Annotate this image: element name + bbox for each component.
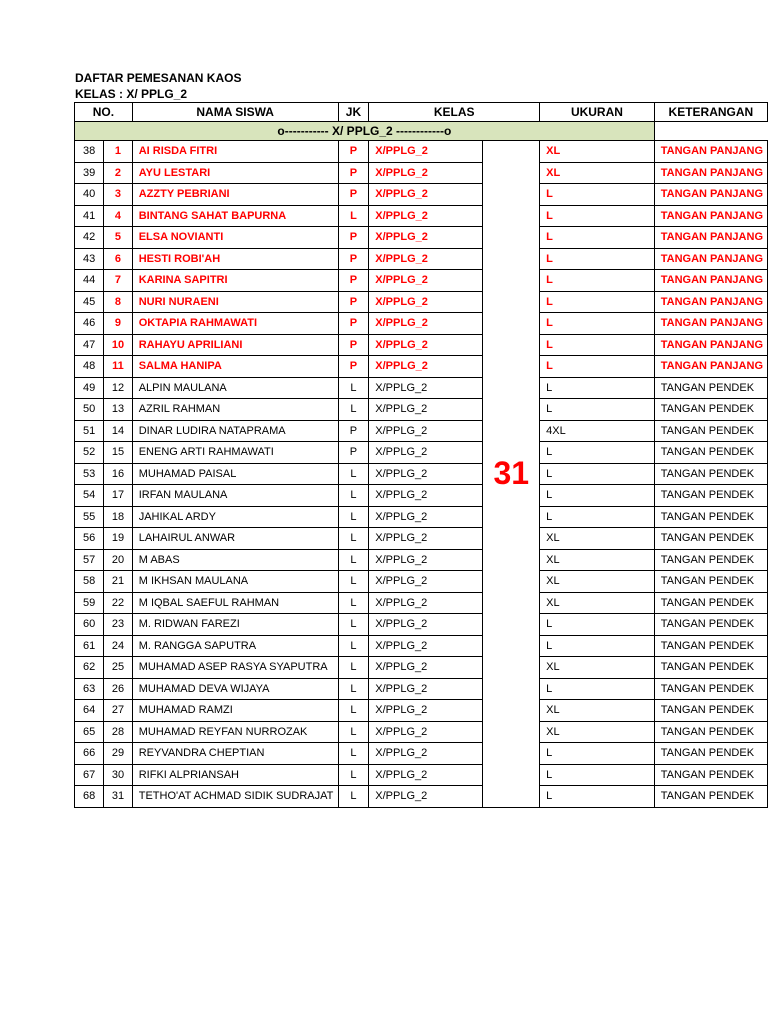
sleeve-note: TANGAN PENDEK [654,764,767,786]
student-name: MUHAMAD REYFAN NURROZAK [132,721,338,743]
row-index: 61 [75,635,104,657]
row-number: 30 [104,764,132,786]
gender: P [338,162,369,184]
sleeve-note: TANGAN PANJANG [654,356,767,378]
size: L [540,313,655,335]
size: L [540,205,655,227]
table-row [75,743,768,765]
size: L [540,786,655,808]
gender: L [338,463,369,485]
table-row [75,420,768,442]
student-name: ALPIN MAULANA [132,377,338,399]
row-index: 52 [75,442,104,464]
row-number: 13 [104,399,132,421]
size: XL [540,571,655,593]
gender: L [338,635,369,657]
row-index: 59 [75,592,104,614]
row-index: 41 [75,205,104,227]
size: L [540,463,655,485]
col-header-kelas: KELAS [369,103,540,122]
gender: L [338,764,369,786]
gender: P [338,313,369,335]
gender: P [338,334,369,356]
student-name: ELSA NOVIANTI [132,227,338,249]
col-header-keterangan: KETERANGAN [654,103,767,122]
size: L [540,248,655,270]
student-name: TETHO'AT ACHMAD SIDIK SUDRAJAT [132,786,338,808]
class: X/PPLG_2 [369,614,483,636]
sleeve-note: TANGAN PENDEK [654,528,767,550]
class: X/PPLG_2 [369,162,483,184]
table-row [75,184,768,206]
row-number: 29 [104,743,132,765]
row-number: 7 [104,270,132,292]
sleeve-note: TANGAN PANJANG [654,205,767,227]
row-number: 5 [104,227,132,249]
class: X/PPLG_2 [369,356,483,378]
row-index: 54 [75,485,104,507]
row-index: 45 [75,291,104,313]
student-name: SALMA HANIPA [132,356,338,378]
class: X/PPLG_2 [369,506,483,528]
class: X/PPLG_2 [369,571,483,593]
class: X/PPLG_2 [369,635,483,657]
row-index: 60 [75,614,104,636]
sleeve-note: TANGAN PANJANG [654,184,767,206]
class: X/PPLG_2 [369,700,483,722]
table-row [75,549,768,571]
row-number: 9 [104,313,132,335]
order-table [74,102,768,808]
gender: P [338,141,369,163]
gender: P [338,270,369,292]
row-number: 16 [104,463,132,485]
student-name: MUHAMAD PAISAL [132,463,338,485]
table-row [75,313,768,335]
row-number: 28 [104,721,132,743]
row-number: 23 [104,614,132,636]
gender: L [338,528,369,550]
table-row [75,463,768,485]
row-index: 50 [75,399,104,421]
gender: P [338,420,369,442]
row-number: 3 [104,184,132,206]
sleeve-note: TANGAN PENDEK [654,700,767,722]
class-label: KELAS : X/ PPLG_2 [75,87,188,101]
size: L [540,743,655,765]
row-number: 11 [104,356,132,378]
sleeve-note: TANGAN PENDEK [654,635,767,657]
gender: L [338,614,369,636]
sleeve-note: TANGAN PENDEK [654,721,767,743]
gender: L [338,786,369,808]
row-number: 2 [104,162,132,184]
row-number: 27 [104,700,132,722]
class: X/PPLG_2 [369,313,483,335]
size: XL [540,657,655,679]
row-index: 49 [75,377,104,399]
sleeve-note: TANGAN PENDEK [654,678,767,700]
class: X/PPLG_2 [369,485,483,507]
sleeve-note: TANGAN PENDEK [654,442,767,464]
student-name: LAHAIRUL ANWAR [132,528,338,550]
row-index: 62 [75,657,104,679]
row-number: 6 [104,248,132,270]
sleeve-note: TANGAN PANJANG [654,313,767,335]
sleeve-note: TANGAN PANJANG [654,162,767,184]
gender: P [338,248,369,270]
size: L [540,270,655,292]
table-row [75,786,768,808]
gender: L [338,700,369,722]
gender: P [338,184,369,206]
student-name: BINTANG SAHAT BAPURNA [132,205,338,227]
row-number: 19 [104,528,132,550]
student-name: M IQBAL SAEFUL RAHMAN [132,592,338,614]
student-name: JAHIKAL ARDY [132,506,338,528]
group-label: o----------- X/ PPLG_2 ------------o [75,122,655,141]
class: X/PPLG_2 [369,334,483,356]
class: X/PPLG_2 [369,205,483,227]
row-index: 57 [75,549,104,571]
table-row [75,571,768,593]
student-name: RIFKI ALPRIANSAH [132,764,338,786]
document-title: DAFTAR PEMESANAN KAOS [75,71,242,85]
size: L [540,184,655,206]
size: L [540,377,655,399]
row-number: 31 [104,786,132,808]
row-number: 22 [104,592,132,614]
gender: L [338,743,369,765]
row-number: 14 [104,420,132,442]
total-count: 31 [483,141,540,808]
col-header-ukuran: UKURAN [540,103,655,122]
sleeve-note: TANGAN PENDEK [654,463,767,485]
size: L [540,291,655,313]
gender: L [338,549,369,571]
row-index: 44 [75,270,104,292]
row-number: 21 [104,571,132,593]
row-index: 51 [75,420,104,442]
row-index: 46 [75,313,104,335]
row-number: 10 [104,334,132,356]
student-name: AI RISDA FITRI [132,141,338,163]
student-name: M. RANGGA SAPUTRA [132,635,338,657]
class: X/PPLG_2 [369,592,483,614]
student-name: M. RIDWAN FAREZI [132,614,338,636]
table-row [75,592,768,614]
sleeve-note: TANGAN PANJANG [654,270,767,292]
table-row [75,485,768,507]
table-row [75,635,768,657]
gender: P [338,227,369,249]
table-row [75,721,768,743]
sleeve-note: TANGAN PENDEK [654,657,767,679]
class: X/PPLG_2 [369,141,483,163]
sleeve-note: TANGAN PANJANG [654,334,767,356]
row-index: 43 [75,248,104,270]
gender: L [338,205,369,227]
gender: L [338,571,369,593]
class: X/PPLG_2 [369,248,483,270]
size: L [540,227,655,249]
gender: L [338,721,369,743]
class: X/PPLG_2 [369,442,483,464]
size: XL [540,721,655,743]
row-number: 15 [104,442,132,464]
sleeve-note: TANGAN PENDEK [654,485,767,507]
size: L [540,399,655,421]
student-name: OKTAPIA RAHMAWATI [132,313,338,335]
size: L [540,506,655,528]
class: X/PPLG_2 [369,399,483,421]
class: X/PPLG_2 [369,377,483,399]
class: X/PPLG_2 [369,743,483,765]
class: X/PPLG_2 [369,184,483,206]
sleeve-note: TANGAN PENDEK [654,399,767,421]
gender: L [338,399,369,421]
student-name: REYVANDRA CHEPTIAN [132,743,338,765]
table-row [75,614,768,636]
table-row [75,291,768,313]
table-row [75,506,768,528]
row-index: 39 [75,162,104,184]
size: L [540,485,655,507]
gender: P [338,291,369,313]
sleeve-note: TANGAN PENDEK [654,743,767,765]
gender: L [338,485,369,507]
table-row [75,764,768,786]
student-name: AZZTY PEBRIANI [132,184,338,206]
table-row [75,528,768,550]
row-number: 18 [104,506,132,528]
row-number: 20 [104,549,132,571]
row-number: 26 [104,678,132,700]
row-index: 68 [75,786,104,808]
table-row [75,399,768,421]
student-name: HESTI ROBI'AH [132,248,338,270]
gender: L [338,506,369,528]
size: XL [540,141,655,163]
gender: P [338,356,369,378]
size: L [540,442,655,464]
size: XL [540,528,655,550]
row-index: 47 [75,334,104,356]
size: L [540,356,655,378]
student-name: AYU LESTARI [132,162,338,184]
row-number: 1 [104,141,132,163]
student-name: MUHAMAD DEVA WIJAYA [132,678,338,700]
row-index: 56 [75,528,104,550]
sleeve-note: TANGAN PANJANG [654,227,767,249]
table-row [75,334,768,356]
class: X/PPLG_2 [369,463,483,485]
sleeve-note: TANGAN PANJANG [654,291,767,313]
row-index: 42 [75,227,104,249]
row-index: 53 [75,463,104,485]
table-row [75,678,768,700]
table-row [75,227,768,249]
col-header-no: NO. [75,103,133,122]
row-number: 24 [104,635,132,657]
class: X/PPLG_2 [369,528,483,550]
class: X/PPLG_2 [369,657,483,679]
table-row [75,657,768,679]
table-row [75,377,768,399]
student-name: M ABAS [132,549,338,571]
class: X/PPLG_2 [369,291,483,313]
group-row [75,122,768,141]
row-index: 67 [75,764,104,786]
gender: L [338,678,369,700]
class: X/PPLG_2 [369,721,483,743]
size: L [540,635,655,657]
table-body [75,141,768,808]
size: L [540,334,655,356]
table-row [75,141,768,163]
table-row [75,248,768,270]
gender: P [338,442,369,464]
gender: L [338,657,369,679]
row-index: 66 [75,743,104,765]
table-row [75,442,768,464]
class: X/PPLG_2 [369,270,483,292]
size: L [540,678,655,700]
sleeve-note: TANGAN PENDEK [654,377,767,399]
student-name: KARINA SAPITRI [132,270,338,292]
col-header-jk: JK [338,103,369,122]
size: L [540,614,655,636]
class: X/PPLG_2 [369,227,483,249]
row-index: 63 [75,678,104,700]
sleeve-note: TANGAN PENDEK [654,592,767,614]
student-name: NURI NURAENI [132,291,338,313]
row-index: 64 [75,700,104,722]
sleeve-note: TANGAN PANJANG [654,141,767,163]
row-index: 65 [75,721,104,743]
sleeve-note: TANGAN PENDEK [654,549,767,571]
student-name: MUHAMAD ASEP RASYA SYAPUTRA [132,657,338,679]
sleeve-note: TANGAN PENDEK [654,506,767,528]
size: L [540,764,655,786]
row-number: 12 [104,377,132,399]
row-number: 4 [104,205,132,227]
document-header [75,70,241,102]
student-name: RAHAYU APRILIANI [132,334,338,356]
table-row [75,356,768,378]
gender: L [338,592,369,614]
sleeve-note: TANGAN PANJANG [654,248,767,270]
row-number: 25 [104,657,132,679]
sleeve-note: TANGAN PENDEK [654,786,767,808]
table-header-row [75,103,768,122]
row-index: 58 [75,571,104,593]
student-name: AZRIL RAHMAN [132,399,338,421]
student-name: IRFAN MAULANA [132,485,338,507]
size: 4XL [540,420,655,442]
class: X/PPLG_2 [369,678,483,700]
student-name: DINAR LUDIRA NATAPRAMA [132,420,338,442]
row-number: 17 [104,485,132,507]
row-index: 38 [75,141,104,163]
sleeve-note: TANGAN PENDEK [654,614,767,636]
row-index: 40 [75,184,104,206]
size: XL [540,162,655,184]
class: X/PPLG_2 [369,786,483,808]
student-name: M IKHSAN MAULANA [132,571,338,593]
class: X/PPLG_2 [369,549,483,571]
sleeve-note: TANGAN PENDEK [654,571,767,593]
gender: L [338,377,369,399]
size: XL [540,592,655,614]
row-index: 48 [75,356,104,378]
size: XL [540,549,655,571]
size: XL [540,700,655,722]
class: X/PPLG_2 [369,420,483,442]
table-row [75,700,768,722]
col-header-nama: NAMA SISWA [132,103,338,122]
table-row [75,162,768,184]
row-number: 8 [104,291,132,313]
table-row [75,205,768,227]
sleeve-note: TANGAN PENDEK [654,420,767,442]
student-name: ENENG ARTI RAHMAWATI [132,442,338,464]
student-name: MUHAMAD RAMZI [132,700,338,722]
class: X/PPLG_2 [369,764,483,786]
row-index: 55 [75,506,104,528]
table-row [75,270,768,292]
